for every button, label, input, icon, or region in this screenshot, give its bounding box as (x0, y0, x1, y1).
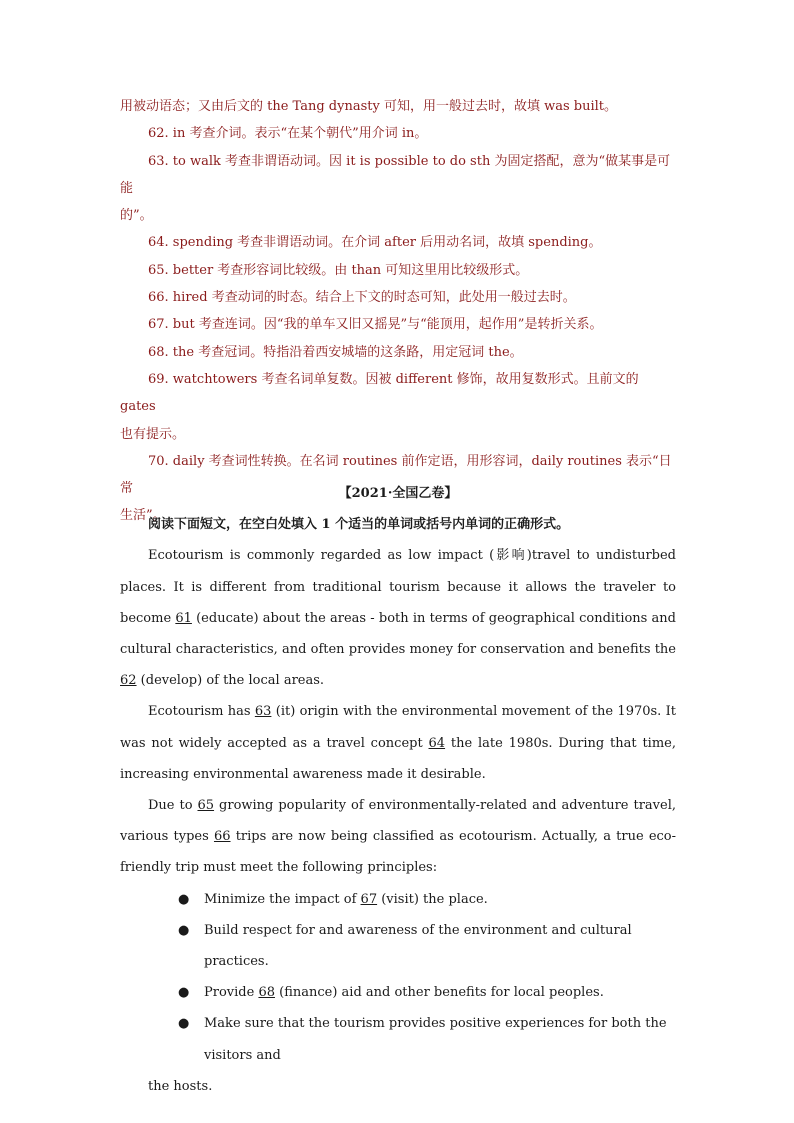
list-item-text: Make sure that the tourism provides positive experiences for both the visitors and (204, 1016, 667, 1063)
bullet-icon: ● (178, 922, 190, 938)
blank-68: 68 (258, 985, 275, 1001)
list-item-text: Minimize the impact of (204, 891, 361, 907)
answer-key-section (120, 93, 676, 530)
blank-65: 65 (197, 798, 215, 814)
bullet-icon: ● (178, 891, 190, 907)
answer-62: 62. in 考查介词。表示“在某个朝代”用介词 in。 (148, 126, 428, 142)
list-item (120, 977, 676, 1008)
exam-section (120, 478, 676, 1102)
answer-68: 68. the 考查冠词。特指沿着西安城墙的这条路，用定冠词 the。 (148, 344, 523, 360)
list-item-text: (finance) aid and other benefits for local peoples. (274, 985, 604, 1001)
bullet-icon: ● (178, 1016, 190, 1032)
passage-paragraph-3 (120, 790, 676, 884)
blank-61: 61 (175, 610, 192, 626)
answer-66: 66. hired 考查动词的时态。结合上下文的时态可知，此处用一般过去时。 (148, 290, 576, 306)
paragraph-text: the late 1980s. During that time, increasing environmental awareness made it desirable. (120, 735, 676, 782)
answer-70-continuation: 生活”。 (120, 508, 166, 524)
passage-paragraph-2 (120, 696, 676, 790)
answer-70: 70. daily 考查词性转换。在名词 routines 前作定语，用形容词，daily routines 表示“日常 (120, 453, 672, 497)
passage-paragraph-1 (120, 540, 676, 696)
answer-65: 65. better 考查形容词比较级。由 than 可知这里用比较级形式。 (148, 262, 529, 278)
exam-instruction: 阅读下面短文，在空白处填入 1 个适当的单词或括号内单词的正确形式。 (148, 517, 570, 533)
answer-67: 67. but 考查连词。因“我的单车又旧又摇晃”与“能顶用，起作用”是转折关系。 (148, 317, 603, 333)
answer-63: 63. to walk 考查非谓语动词。因 it is possible to do sth 为固定搭配，意为“做某事是可能 (120, 153, 671, 196)
list-item-text: Build respect for and awareness of the environment and cultural practices. (204, 922, 632, 970)
paragraph-text: growing popularity of environmentally-related and adventure travel, various types (120, 798, 676, 845)
list-item (120, 1008, 676, 1102)
answer-69-continuation: 也有提示。 (120, 426, 186, 442)
blank-62: 62 (120, 673, 137, 689)
exam-source-title: 【2021·全国乙卷】 (338, 486, 458, 501)
list-item (120, 915, 676, 977)
paragraph-text: (it) origin with the environmental movement of the 1970s. It was not widely accepted as a travel concept (120, 704, 676, 751)
paragraph-text: trips are now being classified as ecotourism. Actually, a true eco-friendly trip must meet the following principles: (120, 829, 677, 876)
answer-64: 64. spending 考查非谓语动词。在介词 after 后用动名词，故填 spending。 (148, 235, 602, 251)
answer-continuation: 用被动语态；又由后文的 the Tang dynasty 可知，用一般过去时，故填 was built。 (120, 99, 618, 114)
list-item-text: (visit) the place. (377, 891, 488, 907)
list-item-text: Provide (204, 985, 259, 1001)
answer-69: 69. watchtowers 考查名词单复数。因被 different 修饰，故用复数形式。且前文的 gates (120, 371, 639, 415)
bullet-icon: ● (178, 985, 190, 1001)
blank-64: 64 (428, 735, 446, 751)
answer-63-continuation: 的”。 (120, 208, 153, 224)
blank-67: 67 (360, 891, 378, 907)
list-item-continuation: the hosts. (148, 1078, 213, 1094)
paragraph-text: Ecotourism is commonly regarded as low impact (影响)travel to undisturbed places. It is different from traditional tourism because it allows the traveler to become (120, 548, 676, 626)
blank-63: 63 (254, 704, 272, 720)
principles-list (120, 884, 676, 1102)
paragraph-text: (educate) about the areas - both in terms of geographical conditions and cultural characteristics, and often provides money for conservation and benefits the (120, 610, 676, 658)
blank-66: 66 (213, 829, 231, 845)
list-item (120, 884, 676, 915)
paragraph-text: Due to (148, 798, 198, 814)
paragraph-text: (develop) of the local areas. (136, 673, 325, 689)
paragraph-text: Ecotourism has (148, 704, 255, 720)
